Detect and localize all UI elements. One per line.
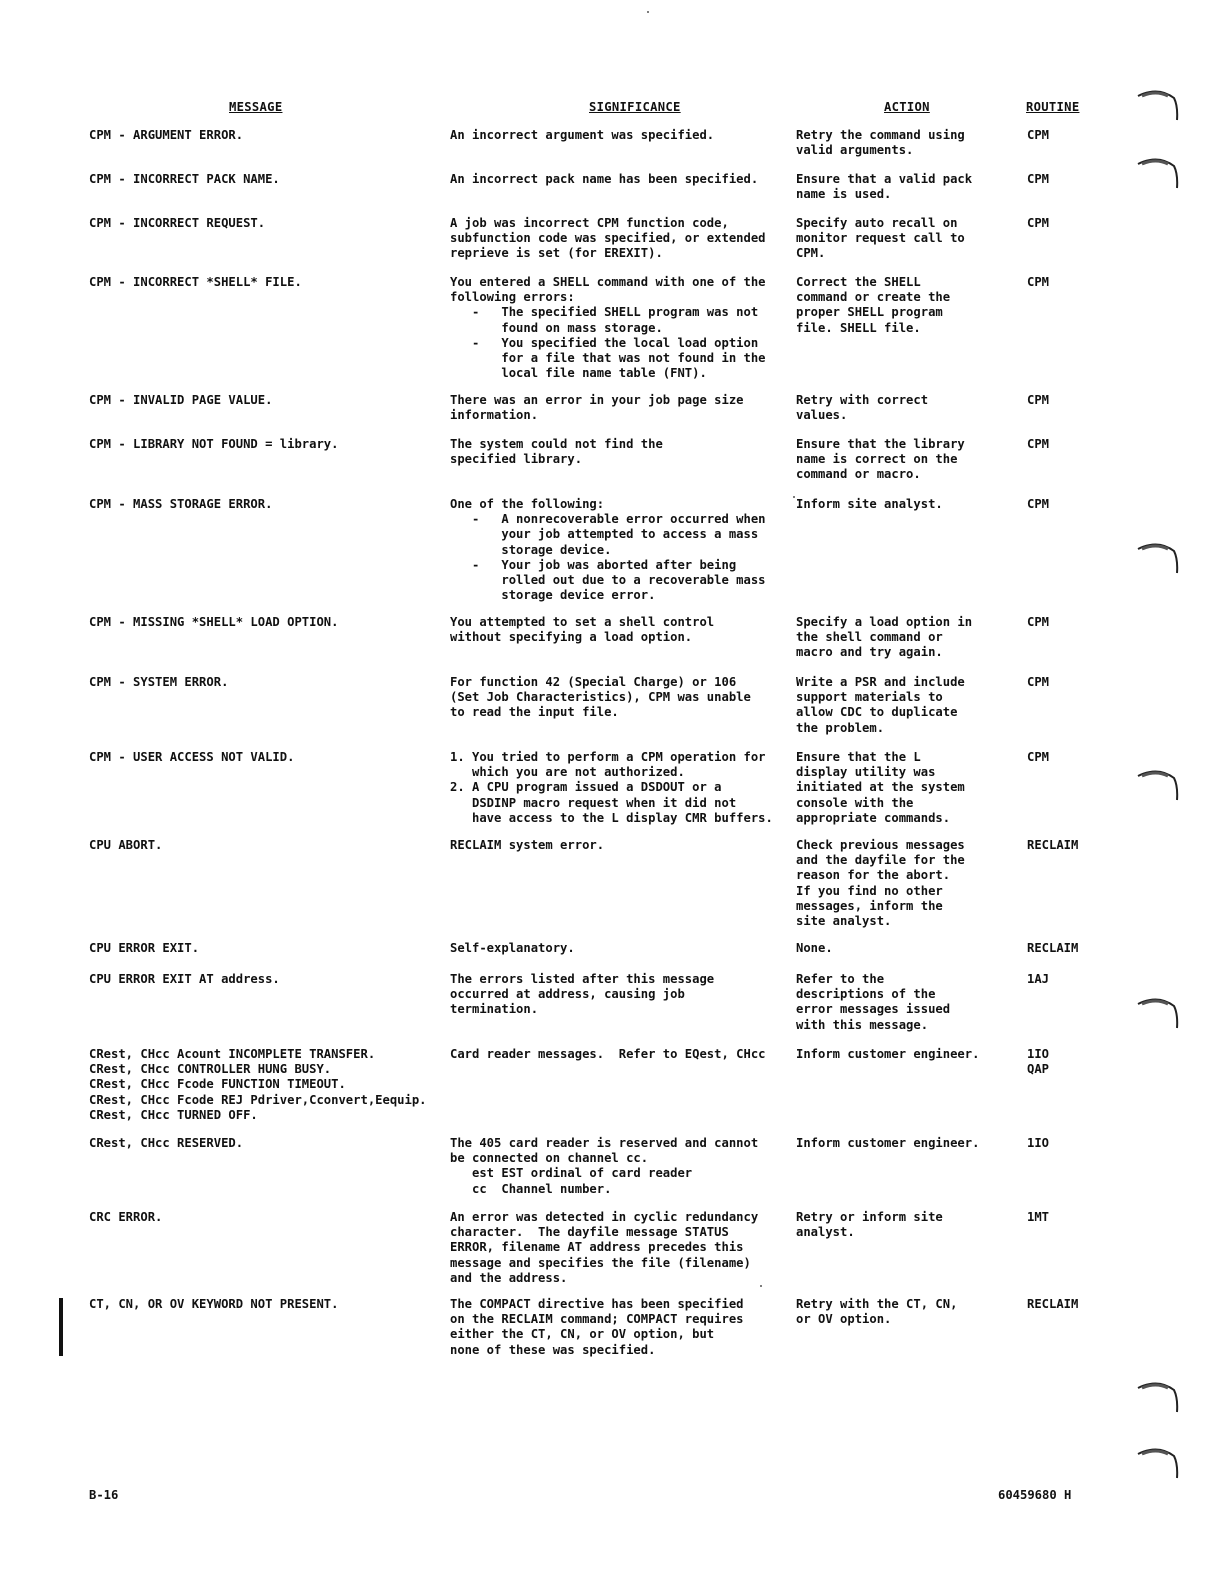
action-cell xyxy=(796,1136,979,1151)
significance-line: You entered a SHELL command with one of the xyxy=(450,275,766,289)
significance-line: 2. A CPU program issued a DSDOUT or a xyxy=(450,780,722,795)
message-line: CPM - INCORRECT *SHELL* FILE. xyxy=(89,275,302,289)
significance-cell xyxy=(450,393,744,423)
routine-line: RECLAIM xyxy=(1027,941,1079,955)
significance-line: One of the following: xyxy=(450,497,605,511)
routine-cell xyxy=(1027,437,1049,452)
significance-line: The 405 card reader is reserved and cannot xyxy=(450,1136,759,1150)
binder-hole-icon xyxy=(1136,1380,1180,1414)
action-cell xyxy=(796,675,965,736)
binder-hole-icon xyxy=(1136,88,1180,122)
action-cell xyxy=(796,750,965,826)
routine-cell xyxy=(1027,497,1049,512)
message-line: CRC ERROR. xyxy=(89,1210,163,1224)
message-cell xyxy=(89,393,272,408)
routine-cell xyxy=(1027,128,1049,143)
significance-line: Card reader messages. Refer to EQest, CHcc xyxy=(450,1047,766,1061)
significance-line: - You specified the local load option xyxy=(450,335,759,350)
message-line: CPM - LIBRARY NOT FOUND = library. xyxy=(89,437,339,451)
significance-line: (Set Job Characteristics), CPM was unable xyxy=(450,690,751,705)
action-line: name is used. xyxy=(796,187,892,202)
message-cell xyxy=(89,128,243,143)
routine-cell xyxy=(1027,941,1078,956)
action-line: macro and try again. xyxy=(796,645,943,660)
message-line: CRest, CHcc CONTROLLER HUNG BUSY. xyxy=(89,1062,332,1077)
significance-cell xyxy=(450,172,758,187)
message-line: CRest, CHcc Fcode FUNCTION TIMEOUT. xyxy=(89,1077,346,1092)
routine-cell xyxy=(1027,1297,1078,1312)
action-line: Ensure that the L xyxy=(796,750,921,764)
action-line: the shell command or xyxy=(796,630,943,645)
action-line: or OV option. xyxy=(796,1312,892,1327)
significance-line: The COMPACT directive has been specified xyxy=(450,1297,744,1311)
action-line: reason for the abort. xyxy=(796,868,951,883)
routine-line: CPM xyxy=(1027,393,1050,407)
routine-line: 1MT xyxy=(1027,1210,1050,1224)
significance-cell xyxy=(450,497,766,603)
significance-line: and the address. xyxy=(450,1270,568,1285)
routine-cell xyxy=(1027,216,1049,231)
message-line: CT, CN, OR OV KEYWORD NOT PRESENT. xyxy=(89,1297,339,1311)
routine-cell xyxy=(1027,972,1049,987)
significance-line: The errors listed after this message xyxy=(450,972,715,986)
message-line: CPM - INCORRECT PACK NAME. xyxy=(89,172,280,186)
significance-line: which you are not authorized. xyxy=(450,765,685,780)
action-line: Refer to the xyxy=(796,972,885,986)
header-action: ACTION xyxy=(884,100,930,114)
routine-cell xyxy=(1027,750,1049,765)
message-cell xyxy=(89,1210,162,1225)
action-line: Retry or inform site xyxy=(796,1210,943,1224)
action-line: file. SHELL file. xyxy=(796,320,921,335)
significance-line: The system could not find the xyxy=(450,437,663,451)
message-line: CRest, CHcc TURNED OFF. xyxy=(89,1107,258,1122)
action-line: Specify auto recall on xyxy=(796,216,958,230)
action-line: Inform site analyst. xyxy=(796,497,943,511)
message-cell xyxy=(89,437,338,452)
document-number: 60459680 H xyxy=(998,1488,1072,1502)
significance-cell xyxy=(450,615,714,645)
significance-line: termination. xyxy=(450,1002,539,1017)
action-cell xyxy=(796,1210,943,1240)
significance-line: found on mass storage. xyxy=(450,320,663,335)
action-cell xyxy=(796,1297,957,1327)
action-line: error messages issued xyxy=(796,1002,951,1017)
significance-line: without specifying a load option. xyxy=(450,630,693,645)
action-cell xyxy=(796,972,950,1033)
header-significance: SIGNIFICANCE xyxy=(589,100,681,114)
binder-hole-icon xyxy=(1136,1446,1180,1480)
action-line: the problem. xyxy=(796,720,885,735)
significance-cell xyxy=(450,1047,766,1062)
action-line: Write a PSR and include xyxy=(796,675,965,689)
routine-cell xyxy=(1027,675,1049,690)
action-line: display utility was xyxy=(796,765,936,780)
significance-line: message and specifies the file (filename) xyxy=(450,1255,751,1270)
significance-line: for a file that was not found in the xyxy=(450,351,766,366)
action-line: analyst. xyxy=(796,1225,855,1240)
binder-hole-icon xyxy=(1136,156,1180,190)
significance-cell xyxy=(450,972,714,1018)
routine-line: CPM xyxy=(1027,675,1050,689)
message-cell xyxy=(89,497,272,512)
header-routine: ROUTINE xyxy=(1026,100,1080,114)
scan-speck xyxy=(647,11,649,13)
action-line: Retry with the CT, CN, xyxy=(796,1297,958,1311)
message-cell xyxy=(89,972,280,987)
action-line: name is correct on the xyxy=(796,452,958,467)
significance-line: local file name table (FNT). xyxy=(450,366,707,381)
significance-line: An incorrect pack name has been specified. xyxy=(450,172,759,186)
message-cell xyxy=(89,275,302,290)
significance-cell xyxy=(450,128,714,143)
action-line: monitor request call to xyxy=(796,231,965,246)
significance-line: on the RECLAIM command; COMPACT requires xyxy=(450,1312,744,1327)
message-line: CRest, CHcc Fcode REJ Pdriver,Cconvert,Eequip. xyxy=(89,1092,427,1107)
significance-cell xyxy=(450,750,773,826)
significance-line: character. The dayfile message STATUS xyxy=(450,1225,729,1240)
significance-line: following errors: xyxy=(450,290,575,305)
routine-cell xyxy=(1027,1136,1049,1151)
significance-line: ERROR, filename AT address precedes this xyxy=(450,1240,744,1255)
action-line: Inform customer engineer. xyxy=(796,1047,980,1061)
routine-line: CPM xyxy=(1027,172,1050,186)
action-line: command or create the xyxy=(796,290,951,305)
significance-line: subfunction code was specified, or extended xyxy=(450,231,766,246)
significance-cell xyxy=(450,275,766,381)
routine-line: CPM xyxy=(1027,497,1050,511)
action-cell xyxy=(796,941,833,956)
significance-line: storage device. xyxy=(450,542,612,557)
routine-line: 1IO xyxy=(1027,1047,1050,1061)
message-cell xyxy=(89,172,280,187)
significance-line: - The specified SHELL program was not xyxy=(450,305,759,320)
routine-cell xyxy=(1027,838,1078,853)
significance-cell xyxy=(450,838,604,853)
message-line: CPM - MASS STORAGE ERROR. xyxy=(89,497,273,511)
action-cell xyxy=(796,437,965,483)
binder-hole-icon xyxy=(1136,768,1180,802)
action-line: Correct the SHELL xyxy=(796,275,921,289)
action-line: allow CDC to duplicate xyxy=(796,705,958,720)
message-cell xyxy=(89,838,162,853)
message-line: CPM - MISSING *SHELL* LOAD OPTION. xyxy=(89,615,339,629)
significance-line: 1. You tried to perform a CPM operation for xyxy=(450,750,766,764)
message-line: CPU ERROR EXIT AT address. xyxy=(89,972,280,986)
significance-line: rolled out due to a recoverable mass xyxy=(450,573,766,588)
action-cell xyxy=(796,128,965,158)
message-cell xyxy=(89,1297,338,1312)
significance-line: occurred at address, causing job xyxy=(450,987,685,1002)
routine-line: CPM xyxy=(1027,615,1050,629)
significance-line: none of these was specified. xyxy=(450,1342,656,1357)
message-cell xyxy=(89,216,265,231)
significance-cell xyxy=(450,941,575,956)
routine-line: CPM xyxy=(1027,750,1050,764)
scan-speck xyxy=(760,1285,762,1287)
action-line: valid arguments. xyxy=(796,143,914,158)
significance-line: An incorrect argument was specified. xyxy=(450,128,715,142)
message-cell xyxy=(89,1136,243,1151)
action-line: appropriate commands. xyxy=(796,810,951,825)
significance-cell xyxy=(450,1297,744,1358)
significance-line: have access to the L display CMR buffers. xyxy=(450,810,773,825)
routine-line: CPM xyxy=(1027,275,1050,289)
action-line: Ensure that the library xyxy=(796,437,965,451)
message-cell xyxy=(89,675,228,690)
action-cell xyxy=(796,172,972,202)
significance-line: DSDINP macro request when it did not xyxy=(450,795,737,810)
action-line: site analyst. xyxy=(796,914,892,929)
action-line: messages, inform the xyxy=(796,898,943,913)
significance-cell xyxy=(450,437,663,467)
routine-cell xyxy=(1027,1047,1049,1077)
action-line: Ensure that a valid pack xyxy=(796,172,973,186)
action-line: console with the xyxy=(796,795,914,810)
action-line: descriptions of the xyxy=(796,987,936,1002)
significance-line: storage device error. xyxy=(450,588,656,603)
message-line: CPM - ARGUMENT ERROR. xyxy=(89,128,244,142)
action-line: support materials to xyxy=(796,690,943,705)
message-line: CPM - SYSTEM ERROR. xyxy=(89,675,229,689)
routine-line: 1IO xyxy=(1027,1136,1050,1150)
message-line: CPU ERROR EXIT. xyxy=(89,941,200,955)
action-cell xyxy=(796,275,950,336)
message-line: CPM - INCORRECT REQUEST. xyxy=(89,216,266,230)
action-cell xyxy=(796,393,928,423)
action-line: Retry with correct xyxy=(796,393,929,407)
action-line: CPM. xyxy=(796,246,826,261)
scan-speck xyxy=(793,496,795,498)
action-cell xyxy=(796,615,972,661)
significance-line: RECLAIM system error. xyxy=(450,838,605,852)
message-line: CPM - INVALID PAGE VALUE. xyxy=(89,393,273,407)
action-line: proper SHELL program xyxy=(796,305,943,320)
routine-cell xyxy=(1027,393,1049,408)
significance-line: to read the input file. xyxy=(450,705,619,720)
significance-line: cc Channel number. xyxy=(450,1181,612,1196)
routine-line: QAP xyxy=(1027,1062,1050,1077)
action-line: initiated at the system xyxy=(796,780,965,795)
routine-line: CPM xyxy=(1027,437,1050,451)
routine-line: CPM xyxy=(1027,128,1050,142)
action-line: Check previous messages xyxy=(796,838,965,852)
message-cell xyxy=(89,1047,427,1123)
routine-line: RECLAIM xyxy=(1027,838,1079,852)
message-line: CRest, CHcc RESERVED. xyxy=(89,1136,244,1150)
message-cell xyxy=(89,941,199,956)
significance-line: For function 42 (Special Charge) or 106 xyxy=(450,675,737,689)
action-line: and the dayfile for the xyxy=(796,853,965,868)
message-line: CRest, CHcc Acount INCOMPLETE TRANSFER. xyxy=(89,1047,376,1061)
action-cell xyxy=(796,1047,979,1062)
routine-line: 1AJ xyxy=(1027,972,1050,986)
binder-hole-icon xyxy=(1136,996,1180,1030)
significance-line: An error was detected in cyclic redundancy xyxy=(450,1210,759,1224)
binder-hole-icon xyxy=(1136,541,1180,575)
significance-line: be connected on channel cc. xyxy=(450,1151,649,1166)
action-line: If you find no other xyxy=(796,883,943,898)
action-line: None. xyxy=(796,941,833,955)
significance-line: specified library. xyxy=(450,452,583,467)
action-cell xyxy=(796,216,965,262)
message-line: CPU ABORT. xyxy=(89,838,163,852)
routine-cell xyxy=(1027,172,1049,187)
header-message: MESSAGE xyxy=(229,100,283,114)
routine-line: CPM xyxy=(1027,216,1050,230)
routine-cell xyxy=(1027,615,1049,630)
significance-line: information. xyxy=(450,408,539,423)
significance-line: - Your job was aborted after being xyxy=(450,557,737,572)
action-line: Inform customer engineer. xyxy=(796,1136,980,1150)
page-number: B-16 xyxy=(89,1488,119,1502)
routine-cell xyxy=(1027,1210,1049,1225)
action-line: values. xyxy=(796,408,848,423)
significance-line: Self-explanatory. xyxy=(450,941,575,955)
action-line: with this message. xyxy=(796,1017,929,1032)
significance-line: You attempted to set a shell control xyxy=(450,615,715,629)
action-cell xyxy=(796,497,943,512)
message-cell xyxy=(89,615,338,630)
significance-line: reprieve is set (for EREXIT). xyxy=(450,246,663,261)
routine-cell xyxy=(1027,275,1049,290)
significance-cell xyxy=(450,1210,758,1286)
significance-line: your job attempted to access a mass xyxy=(450,527,759,542)
routine-line: RECLAIM xyxy=(1027,1297,1079,1311)
significance-line: est EST ordinal of card reader xyxy=(450,1166,693,1181)
significance-cell xyxy=(450,675,751,721)
action-line: Retry the command using xyxy=(796,128,965,142)
action-line: Specify a load option in xyxy=(796,615,973,629)
message-line: CPM - USER ACCESS NOT VALID. xyxy=(89,750,295,764)
action-line: command or macro. xyxy=(796,467,921,482)
significance-line: A job was incorrect CPM function code, xyxy=(450,216,729,230)
message-cell xyxy=(89,750,294,765)
action-cell xyxy=(796,838,965,929)
significance-cell xyxy=(450,216,766,262)
significance-line: There was an error in your job page size xyxy=(450,393,744,407)
significance-line: either the CT, CN, or OV option, but xyxy=(450,1327,715,1342)
significance-line: - A nonrecoverable error occurred when xyxy=(450,512,766,527)
significance-cell xyxy=(450,1136,758,1197)
revision-bar xyxy=(59,1298,63,1356)
